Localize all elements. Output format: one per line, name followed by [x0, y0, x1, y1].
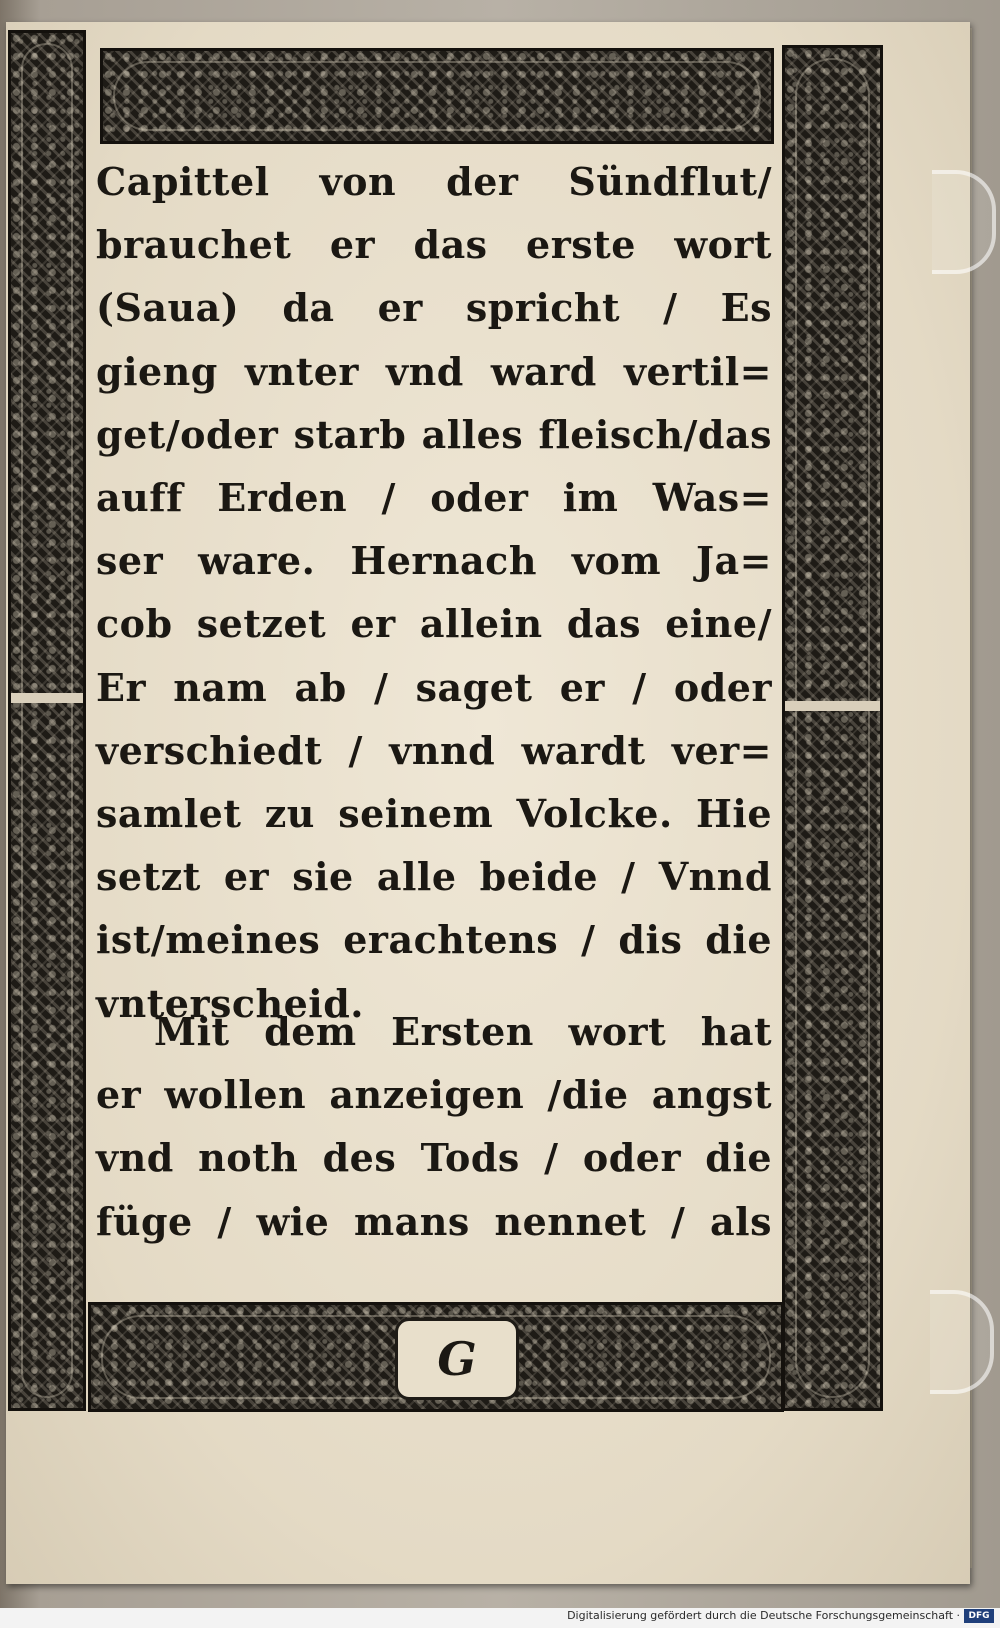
text-line: Mit dem Ersten wort hat	[154, 1009, 772, 1054]
text-line: füge / wie mans nennet / als	[96, 1198, 772, 1244]
text-line: get/oder starb alles fleisch/das	[96, 411, 772, 457]
paragraph-2	[96, 1000, 772, 1253]
text-line: Er nam ab / saget er / oder	[96, 664, 772, 710]
text-line: auff Erden / oder im Was=	[96, 475, 772, 521]
paragraph-1	[96, 150, 772, 1035]
signature-mark: G	[395, 1318, 519, 1400]
woodcut-border-top	[100, 48, 774, 144]
text-line: vnterscheid.	[96, 980, 365, 1026]
text-line: verschiedt / vnnd wardt ver=	[96, 727, 772, 773]
funding-credit: Digitalisierung gefördert durch die Deutsche Forschungsgemeinschaft ·	[567, 1609, 960, 1622]
page-clip-bottom	[930, 1290, 994, 1394]
text-line: ser ware. Hernach vom Ja=	[96, 538, 772, 584]
text-line: er wollen anzeigen /die angst	[96, 1072, 772, 1118]
text-line: Capittel von der Sündflut/	[96, 159, 772, 204]
text-line: cob setzet er allein das eine/	[96, 601, 772, 647]
text-line: gieng vnter vnd ward vertil=	[96, 348, 772, 394]
text-line: samlet zu seinem Volcke. Hie	[96, 791, 772, 837]
text-line: brauchet er das erste wort	[96, 222, 772, 268]
text-line: ist/meines erachtens / dis die	[96, 917, 772, 963]
text-line: setzt er sie alle beide / Vnnd	[96, 854, 772, 900]
page-clip-top	[932, 170, 996, 274]
woodcut-border-right	[782, 45, 883, 1411]
text-line: vnd noth des Tods / oder die	[96, 1135, 772, 1181]
woodcut-border-left	[8, 30, 86, 1411]
dfg-logo: DFG	[964, 1609, 994, 1623]
text-line: (Saua) da er spricht / Es	[96, 285, 772, 331]
